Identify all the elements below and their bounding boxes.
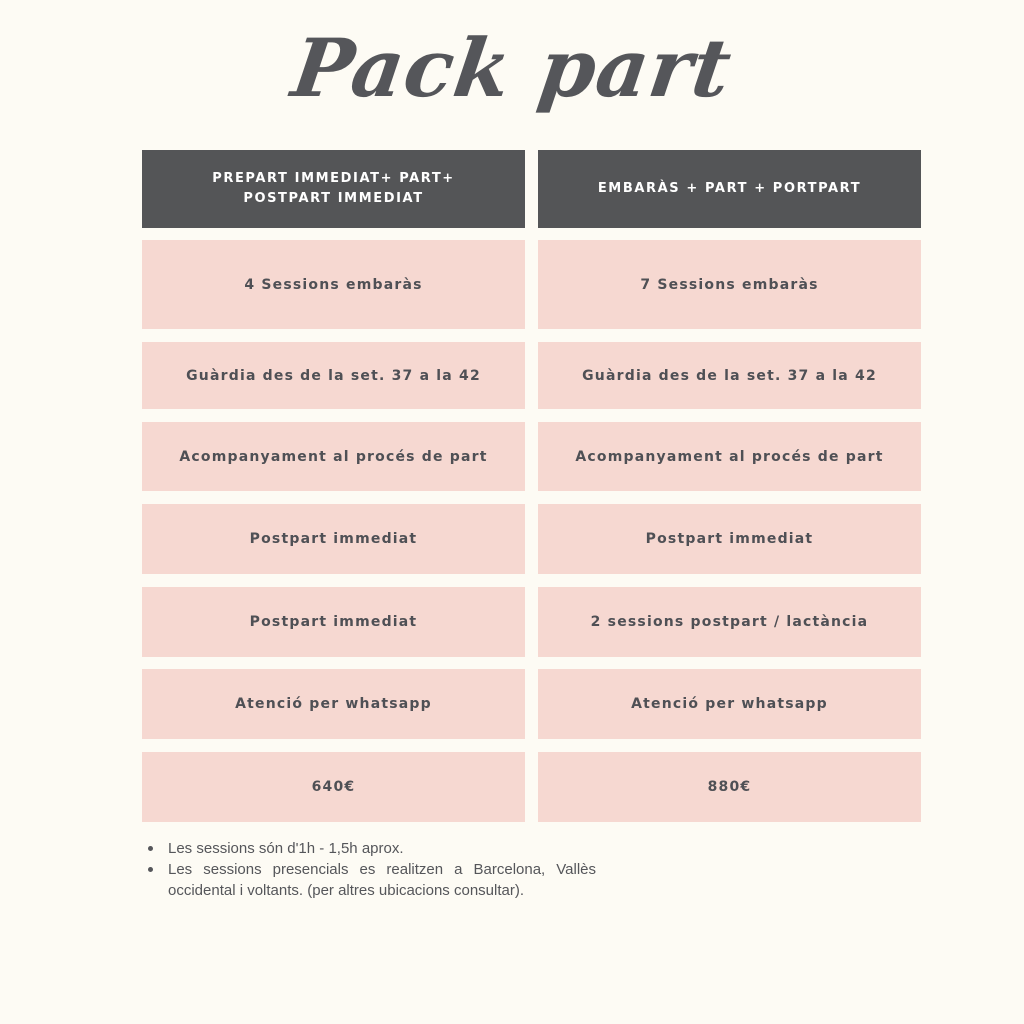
table-cell: Postpart immediat [142,587,525,657]
note-text: Les sessions presencials es realitzen a Barcelona, Vallès occidental i voltants. (per altres ubicacions consultar). [168,861,596,899]
table-cell: Atenció per whatsapp [538,669,921,739]
bullet-icon [148,867,153,872]
table-cell: Acompanyament al procés de part [142,422,525,491]
list-item [168,838,596,859]
column-header: PREPART IMMEDIAT+ PART+ POSTPART IMMEDIAT [142,150,525,228]
table-cell: Guàrdia des de la set. 37 a la 42 [538,342,921,409]
table-cell: 7 Sessions embaràs [538,240,921,329]
list-item [168,859,596,901]
table-cell: Postpart immediat [538,504,921,574]
price-cell: 640€ [142,752,525,822]
column-header: EMBARÀS + PART + PORTPART [538,150,921,228]
bullet-icon [148,846,153,851]
price-cell: 880€ [538,752,921,822]
table-cell: 2 sessions postpart / lactància [538,587,921,657]
table-cell: Atenció per whatsapp [142,669,525,739]
table-cell: Acompanyament al procés de part [538,422,921,491]
table-cell: Postpart immediat [142,504,525,574]
table-cell: Guàrdia des de la set. 37 a la 42 [142,342,525,409]
note-text: Les sessions són d'1h - 1,5h aprox. [168,840,404,857]
table-cell: 4 Sessions embaràs [142,240,525,329]
notes-list [146,838,596,901]
page-title: Pack part [286,21,738,115]
